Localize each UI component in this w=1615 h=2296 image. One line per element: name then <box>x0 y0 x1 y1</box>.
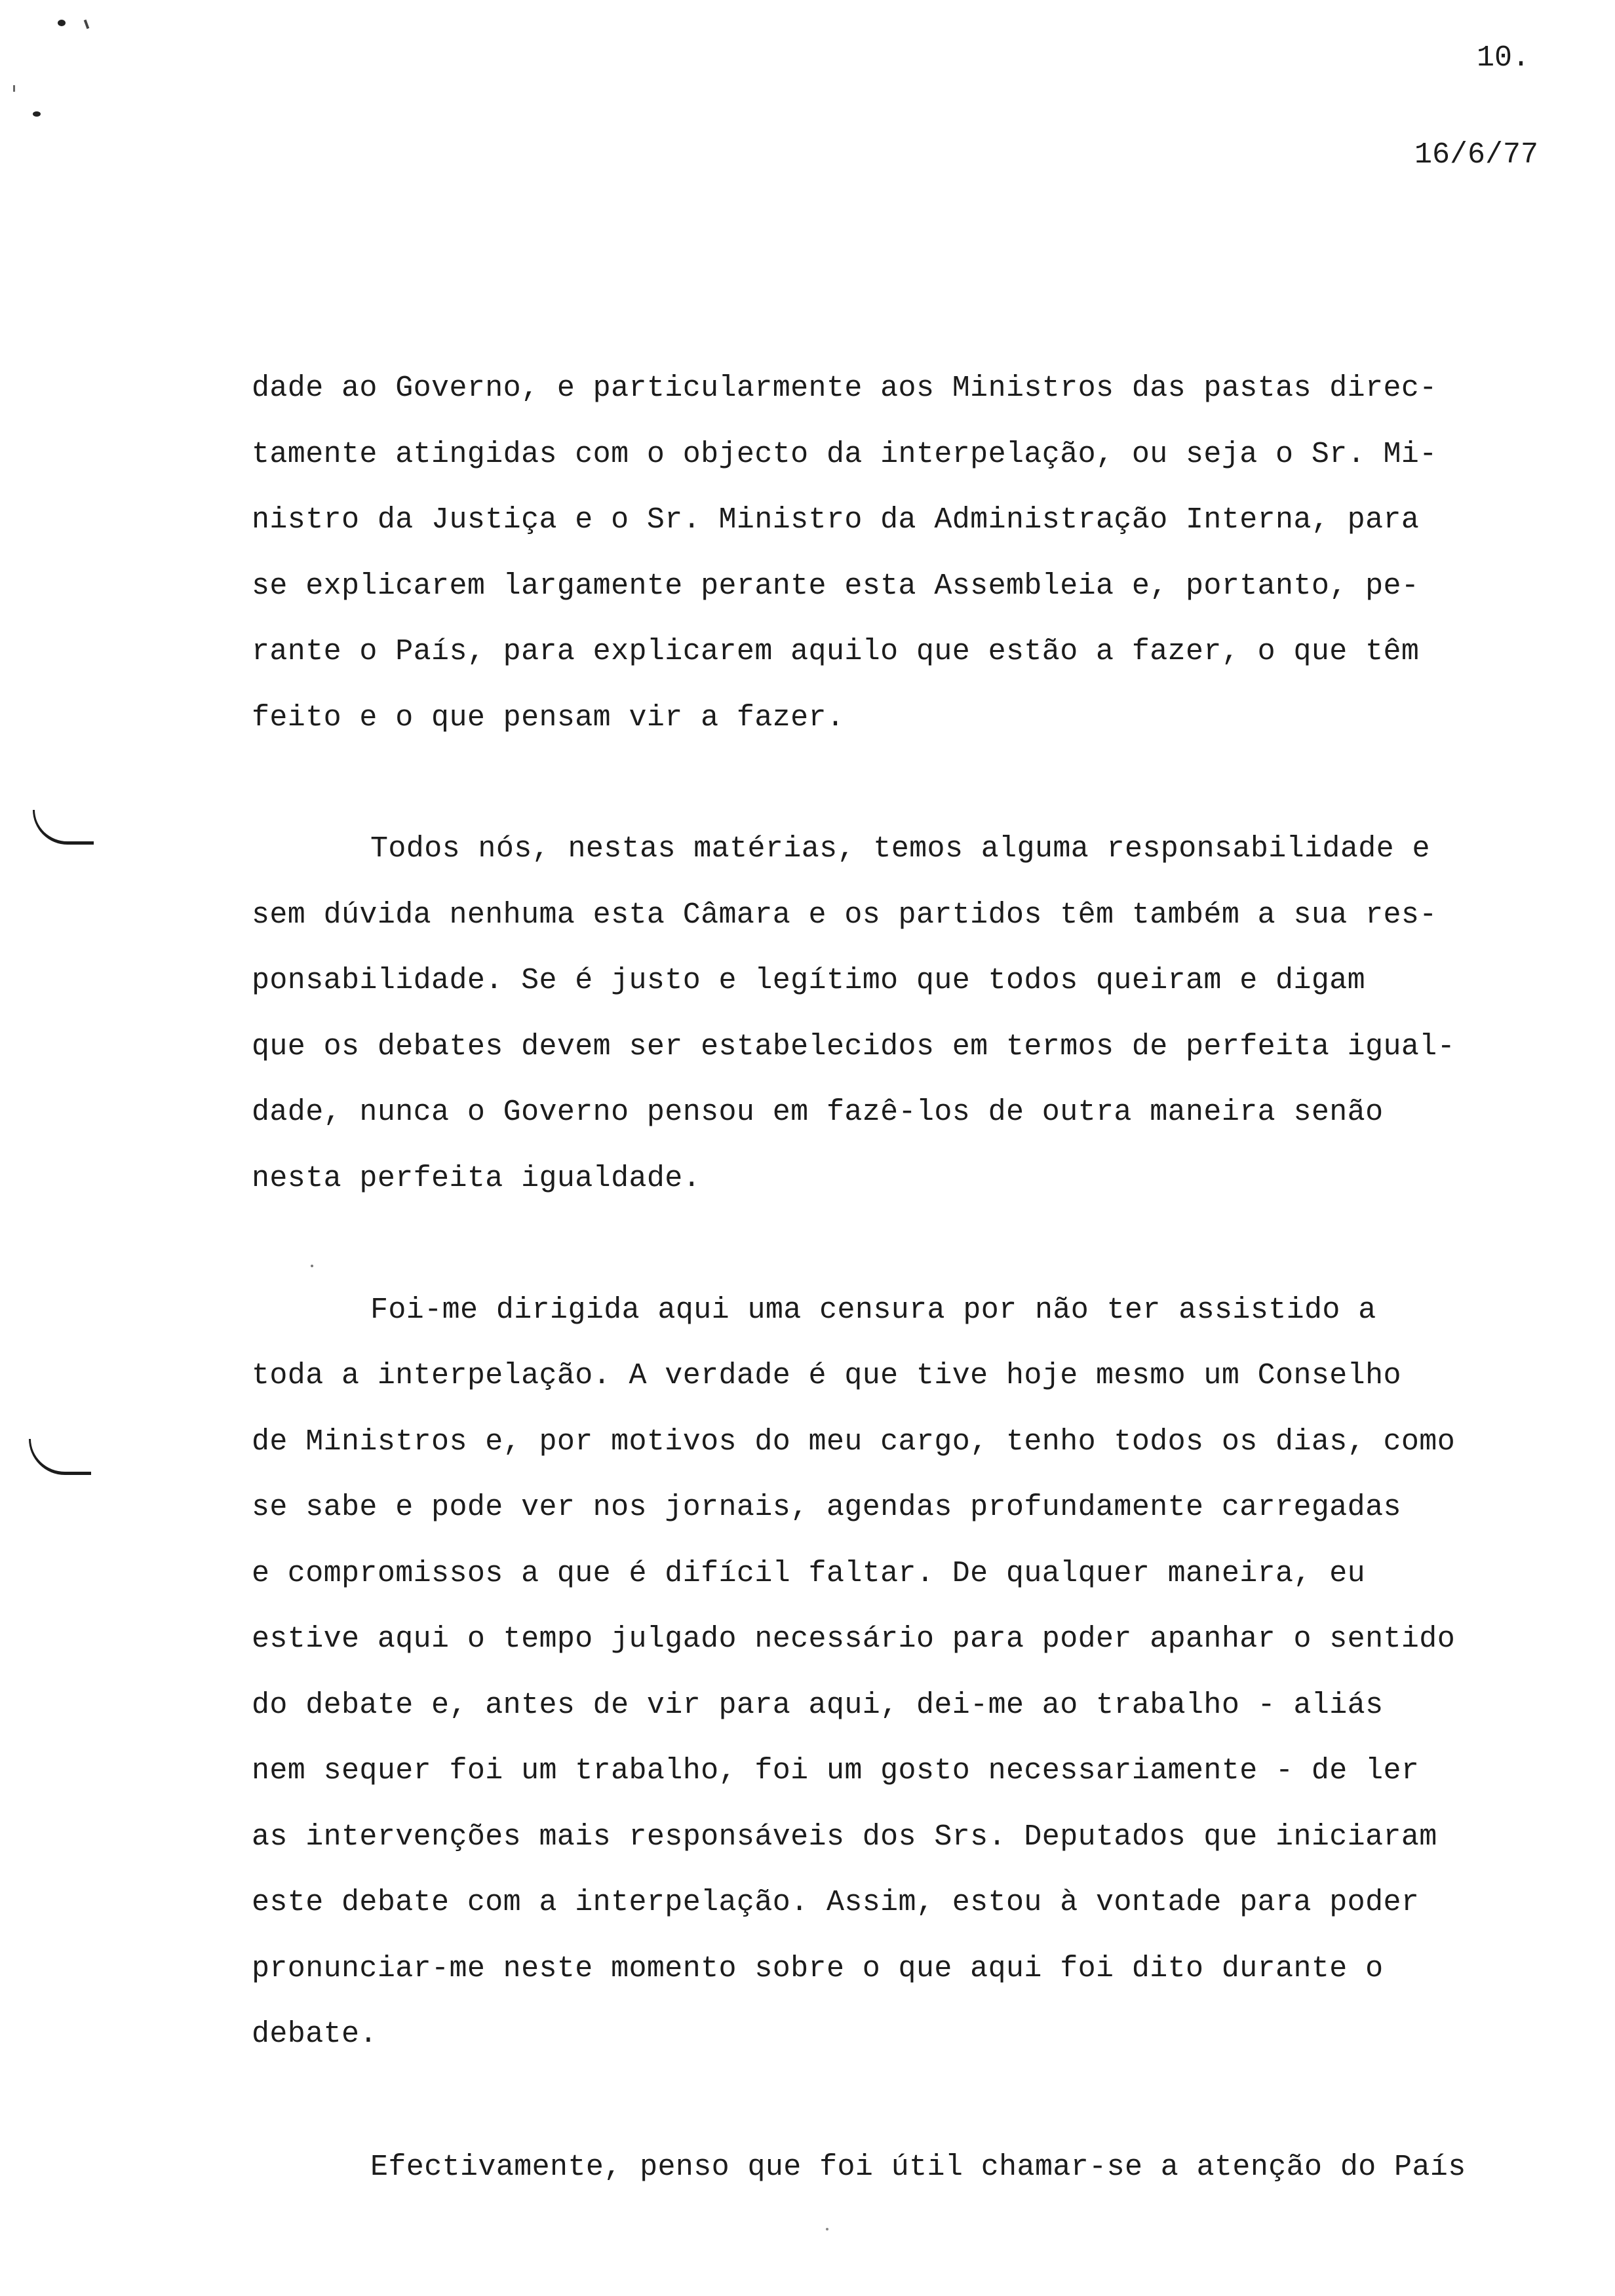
punch-hole-mark <box>29 1439 91 1475</box>
text-line: feito e o que pensam vir a fazer. <box>252 701 845 735</box>
text-line: de Ministros e, por motivos do meu cargo, tenho todos os dias, como <box>252 1425 1456 1459</box>
punch-hole-mark <box>33 810 94 845</box>
text-line: Foi-me dirigida aqui uma censura por não ter assistido a <box>370 1293 1376 1327</box>
text-line: as intervenções mais responsáveis dos Srs. Deputados que iniciaram <box>252 1820 1437 1854</box>
scan-speck <box>84 20 90 29</box>
text-line: que os debates devem ser estabelecidos em termos de perfeita igual- <box>252 1030 1456 1063</box>
text-line: nem sequer foi um trabalho, foi um gosto necessariamente - de ler <box>252 1754 1420 1788</box>
text-line: e compromissos a que é difícil faltar. De qualquer maneira, eu <box>252 1557 1366 1590</box>
page-date: 16/6/77 <box>1414 138 1539 172</box>
text-line: toda a interpelação. A verdade é que tive hoje mesmo um Conselho <box>252 1359 1401 1392</box>
scan-speck <box>33 111 41 117</box>
scan-speck <box>13 85 15 92</box>
scan-speck <box>826 2228 828 2230</box>
text-line: rante o País, para explicarem aquilo que estão a fazer, o que têm <box>252 635 1420 668</box>
scan-speck <box>311 1265 313 1267</box>
text-line: Todos nós, nestas matérias, temos alguma responsabilidade e <box>370 832 1430 866</box>
text-line: sem dúvida nenhuma esta Câmara e os partidos têm também a sua res- <box>252 898 1437 932</box>
text-line: debate. <box>252 2018 378 2051</box>
page-number: 10. <box>1477 41 1530 75</box>
text-line: Efectivamente, penso que foi útil chamar-se a atenção do País <box>370 2151 1466 2184</box>
text-line: tamente atingidas com o objecto da interpelação, ou seja o Sr. Mi- <box>252 438 1437 471</box>
text-line: nesta perfeita igualdade. <box>252 1162 701 1195</box>
text-line: se explicarem largamente perante esta Assembleia e, portanto, pe- <box>252 569 1420 603</box>
text-line: se sabe e pode ver nos jornais, agendas profundamente carregadas <box>252 1491 1401 1524</box>
text-line: dade ao Governo, e particularmente aos Ministros das pastas direc- <box>252 372 1437 405</box>
text-line: estive aqui o tempo julgado necessário para poder apanhar o sentido <box>252 1622 1456 1656</box>
scan-speck <box>58 20 66 26</box>
text-line: este debate com a interpelação. Assim, estou à vontade para poder <box>252 1886 1420 1919</box>
text-line: ponsabilidade. Se é justo e legítimo que todos queiram e digam <box>252 964 1366 997</box>
text-line: pronunciar-me neste momento sobre o que aqui foi dito durante o <box>252 1952 1384 1985</box>
text-line: do debate e, antes de vir para aqui, dei-me ao trabalho - aliás <box>252 1689 1384 1722</box>
text-line: nistro da Justiça e o Sr. Ministro da Administração Interna, para <box>252 503 1420 537</box>
text-line: dade, nunca o Governo pensou em fazê-los de outra maneira senão <box>252 1096 1384 1129</box>
